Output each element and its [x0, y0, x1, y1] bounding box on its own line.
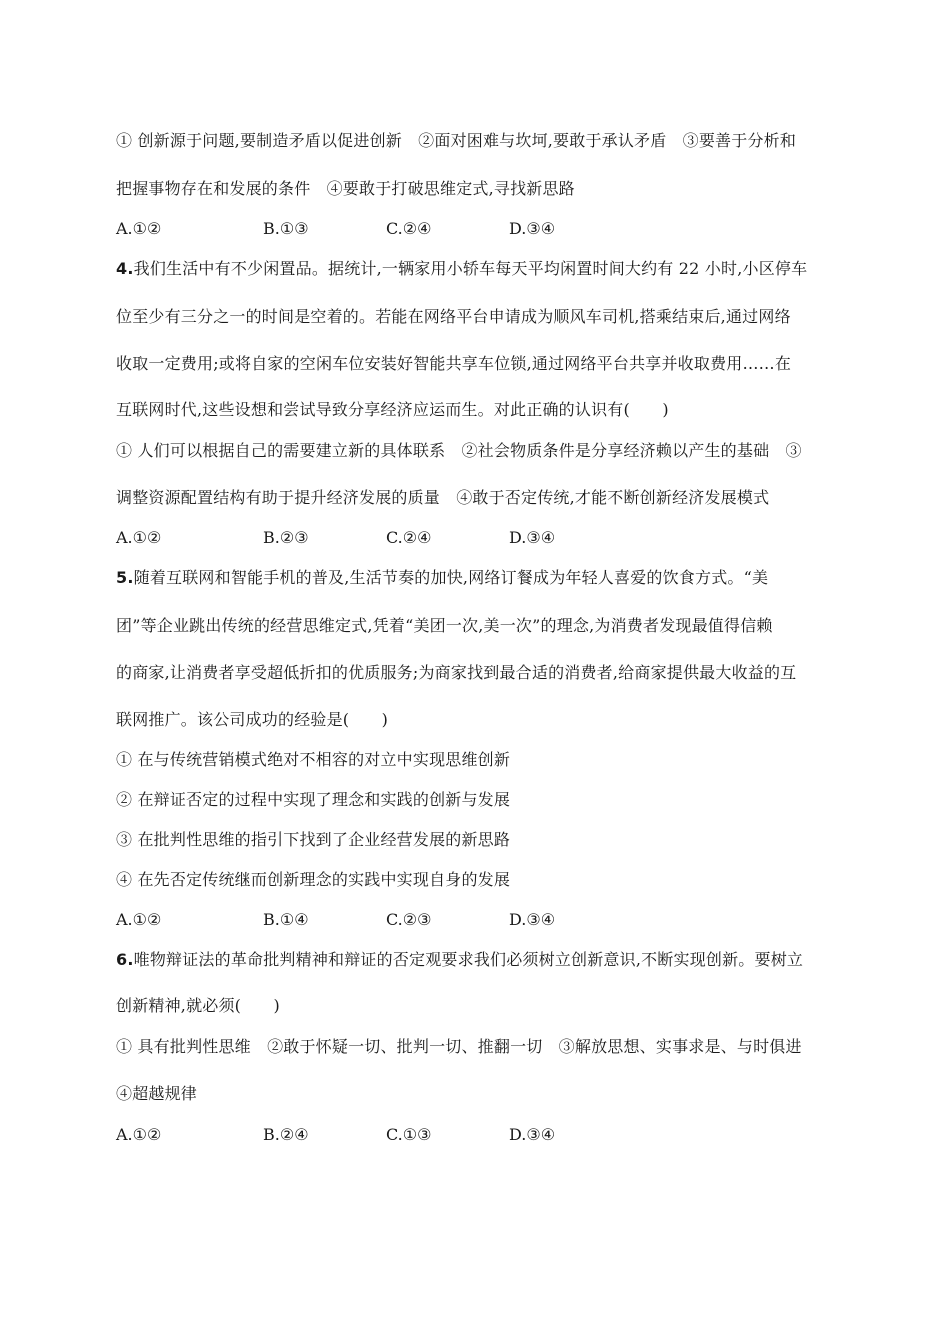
q6-stem-line-1: 6.唯物辩证法的革命批判精神和辩证的否定观要求我们必须树立创新意识,不断实现创新。要树立 — [116, 950, 804, 969]
q3-option-c[interactable]: C.②④ — [386, 219, 432, 238]
q5-stem-line-4: 联网推广。该公司成功的经验是( ) — [116, 710, 389, 729]
q6-statement-line-2: ④超越规律 — [116, 1084, 198, 1103]
q6-stem-line-2: 创新精神,就必须( ) — [116, 996, 280, 1015]
q4-option-c[interactable]: C.②④ — [386, 528, 432, 547]
q3-option-d[interactable]: D.③④ — [509, 219, 556, 238]
q6-statement-line-1: ① 具有批判性思维 ②敢于怀疑一切、批判一切、推翻一切 ③解放思想、实事求是、与时俱进 — [116, 1037, 802, 1056]
q4-statement-line-2: 调整资源配置结构有助于提升经济发展的质量 ④敢于否定传统,才能不断创新经济发展模式 — [116, 488, 770, 507]
q4-statement-line-1: ① 人们可以根据自己的需要建立新的具体联系 ②社会物质条件是分享经济赖以产生的基础 ③ — [116, 441, 802, 460]
q4-stem-line-2: 位至少有三分之一的时间是空着的。若能在网络平台申请成为顺风车司机,搭乘结束后,通过网络 — [116, 307, 791, 326]
q5-statement-3: ③ 在批判性思维的指引下找到了企业经营发展的新思路 — [116, 830, 511, 849]
q4-stem-line-1: 4.我们生活中有不少闲置品。据统计,一辆家用小轿车每天平均闲置时间大约有 22 小时,小区停车 — [116, 259, 808, 278]
q3-option-b[interactable]: B.①③ — [263, 219, 309, 238]
q5-number: 5. — [116, 568, 134, 587]
q3-option-a[interactable]: A.①② — [116, 219, 162, 238]
q6-option-c[interactable]: C.①③ — [386, 1125, 432, 1144]
q4-stem-line-4: 互联网时代,这些设想和尝试导致分享经济应运而生。对此正确的认识有( ) — [116, 400, 669, 419]
q3-statement-line-1: ① 创新源于问题,要制造矛盾以促进创新 ②面对困难与坎坷,要敢于承认矛盾 ③要善于分析和 — [116, 131, 797, 150]
q3-statement-line-2: 把握事物存在和发展的条件 ④要敢于打破思维定式,寻找新思路 — [116, 179, 575, 198]
q4-option-d[interactable]: D.③④ — [509, 528, 556, 547]
q6-number: 6. — [116, 950, 134, 969]
q5-stem-line-3: 的商家,让消费者享受超低折扣的优质服务;为商家找到最合适的消费者,给商家提供最大收益的互 — [116, 663, 797, 682]
q5-option-c[interactable]: C.②③ — [386, 910, 432, 929]
q5-statement-2: ② 在辩证否定的过程中实现了理念和实践的创新与发展 — [116, 790, 511, 809]
q5-stem-line-1: 5.随着互联网和智能手机的普及,生活节奏的加快,网络订餐成为年轻人喜爱的饮食方式。“美 — [116, 568, 769, 587]
q5-option-b[interactable]: B.①④ — [263, 910, 309, 929]
q5-option-d[interactable]: D.③④ — [509, 910, 556, 929]
q4-option-a[interactable]: A.①② — [116, 528, 162, 547]
q6-option-a[interactable]: A.①② — [116, 1125, 162, 1144]
q4-number: 4. — [116, 259, 134, 278]
q6-option-d[interactable]: D.③④ — [509, 1125, 556, 1144]
q4-option-b[interactable]: B.②③ — [263, 528, 309, 547]
q6-option-b[interactable]: B.②④ — [263, 1125, 309, 1144]
q5-option-a[interactable]: A.①② — [116, 910, 162, 929]
q4-stem-line-3: 收取一定费用;或将自家的空闲车位安装好智能共享车位锁,通过网络平台共享并收取费用……在 — [116, 354, 792, 373]
q5-statement-4: ④ 在先否定传统继而创新理念的实践中实现自身的发展 — [116, 870, 511, 889]
q5-stem-line-2: 团”等企业跳出传统的经营思维定式,凭着“美团一次,美一次”的理念,为消费者发现最值得信赖 — [116, 616, 773, 635]
q5-statement-1: ① 在与传统营销模式绝对不相容的对立中实现思维创新 — [116, 750, 511, 769]
